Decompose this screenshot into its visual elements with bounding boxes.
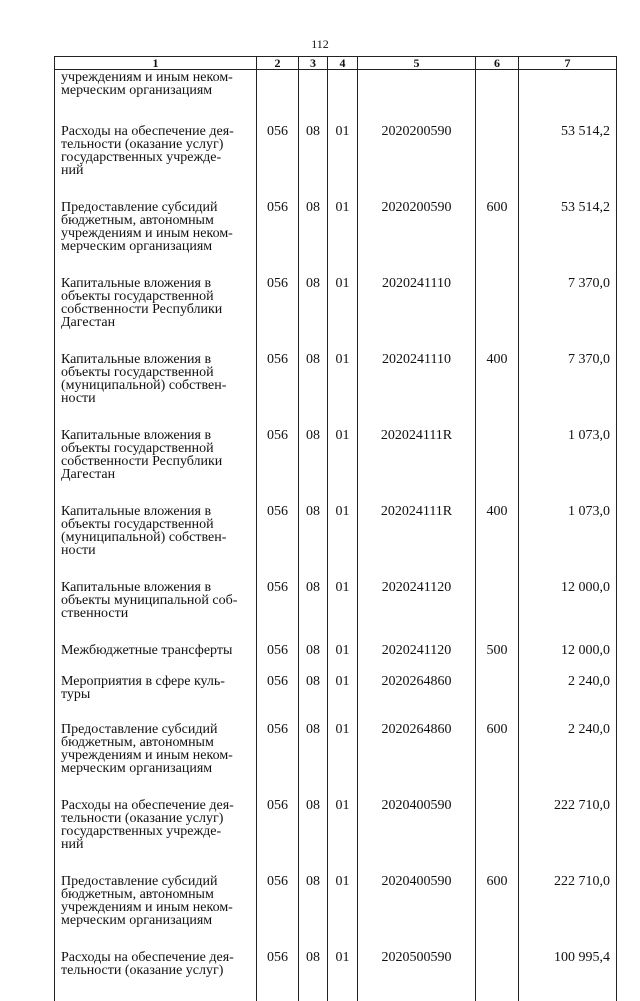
admin-code-cell	[257, 70, 299, 124]
amount-cell: 7 370,0	[519, 353, 617, 429]
section-cell: 08	[299, 581, 328, 644]
admin-code-cell: 056	[257, 675, 299, 723]
target-article-cell: 2020200590	[358, 201, 476, 277]
item-name-line: учреждениям и иным неком-	[61, 749, 254, 762]
expense-type-cell: 400	[476, 353, 519, 429]
budget-table	[54, 56, 617, 1001]
item-name-cell	[55, 123, 257, 201]
item-name-line: (муниципальной) собствен-	[61, 379, 254, 392]
table-row	[55, 644, 617, 675]
page-number: 112	[0, 37, 640, 52]
item-name-line: бюджетным, автономным	[61, 736, 254, 749]
admin-code-cell: 056	[257, 875, 299, 951]
item-name-line: Капитальные вложения в	[61, 429, 254, 442]
subsection-cell: 01	[328, 951, 358, 1001]
amount-cell: 222 710,0	[519, 799, 617, 875]
subsection-cell: 01	[328, 875, 358, 951]
admin-code-cell: 056	[257, 201, 299, 277]
item-name-line: мерческим организациям	[61, 762, 254, 775]
item-name-cell	[55, 70, 257, 124]
item-name-line: Капитальные вложения в	[61, 353, 254, 366]
item-name-cell	[55, 675, 257, 723]
table-row	[55, 675, 617, 723]
subsection-cell: 01	[328, 581, 358, 644]
section-cell: 08	[299, 644, 328, 675]
subsection-cell: 01	[328, 799, 358, 875]
item-name-line: тельности (оказание услуг)	[61, 812, 254, 825]
item-name-line: собственности Республики	[61, 455, 254, 468]
subsection-cell	[328, 70, 358, 124]
section-cell: 08	[299, 201, 328, 277]
item-name-line: объекты государственной	[61, 442, 254, 455]
item-name-line: учреждениям и иным неком-	[61, 71, 254, 84]
item-name-line: ности	[61, 392, 254, 405]
header-row	[55, 57, 617, 70]
amount-cell	[519, 70, 617, 124]
subsection-cell: 01	[328, 123, 358, 201]
amount-cell: 1 073,0	[519, 505, 617, 581]
target-article-cell: 2020400590	[358, 875, 476, 951]
admin-code-cell: 056	[257, 951, 299, 1001]
target-article-cell: 2020500590	[358, 951, 476, 1001]
item-name-line: Расходы на обеспечение дея-	[61, 951, 254, 964]
item-name-line: Капитальные вложения в	[61, 277, 254, 290]
table-row	[55, 581, 617, 644]
item-name-line: тельности (оказание услуг)	[61, 138, 254, 151]
section-cell: 08	[299, 723, 328, 799]
target-article-cell: 2020241120	[358, 644, 476, 675]
item-name-line: туры	[61, 688, 254, 701]
amount-cell: 53 514,2	[519, 201, 617, 277]
subsection-cell: 01	[328, 675, 358, 723]
table-body	[55, 70, 617, 1001]
item-name-line: Капитальные вложения в	[61, 505, 254, 518]
expense-type-cell	[476, 799, 519, 875]
admin-code-cell: 056	[257, 277, 299, 353]
item-name-line: объекты государственной	[61, 366, 254, 379]
amount-cell: 100 995,4	[519, 951, 617, 1001]
item-name-line: Межбюджетные трансферты	[61, 644, 254, 657]
item-name-line: Предоставление субсидий	[61, 875, 254, 888]
item-name-line: государственных учрежде-	[61, 825, 254, 838]
item-name-line: ний	[61, 838, 254, 851]
column-header-5: 5	[358, 57, 476, 70]
table-row	[55, 277, 617, 353]
target-article-cell: 2020241110	[358, 353, 476, 429]
item-name-line: государственных учрежде-	[61, 151, 254, 164]
item-name-line: объекты государственной	[61, 290, 254, 303]
item-name-line: Капитальные вложения в	[61, 581, 254, 594]
amount-cell: 53 514,2	[519, 123, 617, 201]
amount-cell: 12 000,0	[519, 581, 617, 644]
admin-code-cell: 056	[257, 429, 299, 505]
target-article-cell: 2020241120	[358, 581, 476, 644]
column-header-1: 1	[55, 57, 257, 70]
item-name-line: учреждениям и иным неком-	[61, 901, 254, 914]
admin-code-cell: 056	[257, 799, 299, 875]
item-name-line: учреждениям и иным неком-	[61, 227, 254, 240]
item-name-cell	[55, 799, 257, 875]
expense-type-cell: 600	[476, 875, 519, 951]
item-name-line: бюджетным, автономным	[61, 214, 254, 227]
table-header	[55, 57, 617, 70]
admin-code-cell: 056	[257, 581, 299, 644]
item-name-line: Дагестан	[61, 468, 254, 481]
item-name-line: объекты муниципальной соб-	[61, 594, 254, 607]
item-name-line: ний	[61, 164, 254, 177]
expense-type-cell	[476, 123, 519, 201]
table-row	[55, 951, 617, 1001]
target-article-cell: 2020264860	[358, 675, 476, 723]
subsection-cell: 01	[328, 505, 358, 581]
expense-type-cell	[476, 951, 519, 1001]
item-name-line: мерческим организациям	[61, 84, 254, 97]
item-name-line: бюджетным, автономным	[61, 888, 254, 901]
amount-cell: 7 370,0	[519, 277, 617, 353]
expense-type-cell: 500	[476, 644, 519, 675]
subsection-cell: 01	[328, 277, 358, 353]
item-name-line: объекты государственной	[61, 518, 254, 531]
admin-code-cell: 056	[257, 123, 299, 201]
amount-cell: 1 073,0	[519, 429, 617, 505]
item-name-cell	[55, 201, 257, 277]
column-header-2: 2	[257, 57, 299, 70]
table-row	[55, 875, 617, 951]
item-name-line: собственности Республики	[61, 303, 254, 316]
column-header-3: 3	[299, 57, 328, 70]
item-name-cell	[55, 277, 257, 353]
item-name-cell	[55, 644, 257, 675]
amount-cell: 2 240,0	[519, 723, 617, 799]
item-name-line: ственности	[61, 607, 254, 620]
item-name-line: ности	[61, 544, 254, 557]
subsection-cell: 01	[328, 723, 358, 799]
admin-code-cell: 056	[257, 353, 299, 429]
expense-type-cell: 600	[476, 723, 519, 799]
target-article-cell: 202024111R	[358, 429, 476, 505]
section-cell: 08	[299, 429, 328, 505]
column-header-6: 6	[476, 57, 519, 70]
section-cell: 08	[299, 799, 328, 875]
item-name-cell	[55, 875, 257, 951]
item-name-line: Дагестан	[61, 316, 254, 329]
section-cell: 08	[299, 123, 328, 201]
item-name-cell	[55, 429, 257, 505]
expense-type-cell	[476, 675, 519, 723]
subsection-cell: 01	[328, 644, 358, 675]
amount-cell: 12 000,0	[519, 644, 617, 675]
item-name-cell	[55, 581, 257, 644]
expense-type-cell: 600	[476, 201, 519, 277]
section-cell	[299, 70, 328, 124]
section-cell: 08	[299, 353, 328, 429]
item-name-cell	[55, 505, 257, 581]
column-header-4: 4	[328, 57, 358, 70]
item-name-line: мерческим организациям	[61, 914, 254, 927]
admin-code-cell: 056	[257, 505, 299, 581]
expense-type-cell	[476, 70, 519, 124]
item-name-cell	[55, 353, 257, 429]
table-row	[55, 799, 617, 875]
admin-code-cell: 056	[257, 644, 299, 675]
section-cell: 08	[299, 505, 328, 581]
table-row	[55, 123, 617, 201]
item-name-line: Предоставление субсидий	[61, 723, 254, 736]
item-name-line: мерческим организациям	[61, 240, 254, 253]
section-cell: 08	[299, 951, 328, 1001]
subsection-cell: 01	[328, 429, 358, 505]
table-row	[55, 353, 617, 429]
section-cell: 08	[299, 875, 328, 951]
table-row	[55, 723, 617, 799]
table-row	[55, 429, 617, 505]
item-name-line: Расходы на обеспечение дея-	[61, 799, 254, 812]
target-article-cell	[358, 70, 476, 124]
admin-code-cell: 056	[257, 723, 299, 799]
target-article-cell: 2020400590	[358, 799, 476, 875]
expense-type-cell	[476, 429, 519, 505]
column-header-7: 7	[519, 57, 617, 70]
expense-type-cell: 400	[476, 505, 519, 581]
section-cell: 08	[299, 675, 328, 723]
amount-cell: 2 240,0	[519, 675, 617, 723]
target-article-cell: 2020200590	[358, 123, 476, 201]
subsection-cell: 01	[328, 353, 358, 429]
item-name-line: Мероприятия в сфере куль-	[61, 675, 254, 688]
item-name-line: Предоставление субсидий	[61, 201, 254, 214]
table-row	[55, 201, 617, 277]
section-cell: 08	[299, 277, 328, 353]
target-article-cell: 2020241110	[358, 277, 476, 353]
amount-cell: 222 710,0	[519, 875, 617, 951]
item-name-line: тельности (оказание услуг)	[61, 964, 254, 977]
table-row	[55, 505, 617, 581]
table-row	[55, 70, 617, 124]
expense-type-cell	[476, 581, 519, 644]
item-name-line: Расходы на обеспечение дея-	[61, 125, 254, 138]
expense-type-cell	[476, 277, 519, 353]
item-name-line: (муниципальной) собствен-	[61, 531, 254, 544]
item-name-cell	[55, 951, 257, 1001]
target-article-cell: 202024111R	[358, 505, 476, 581]
item-name-cell	[55, 723, 257, 799]
subsection-cell: 01	[328, 201, 358, 277]
target-article-cell: 2020264860	[358, 723, 476, 799]
